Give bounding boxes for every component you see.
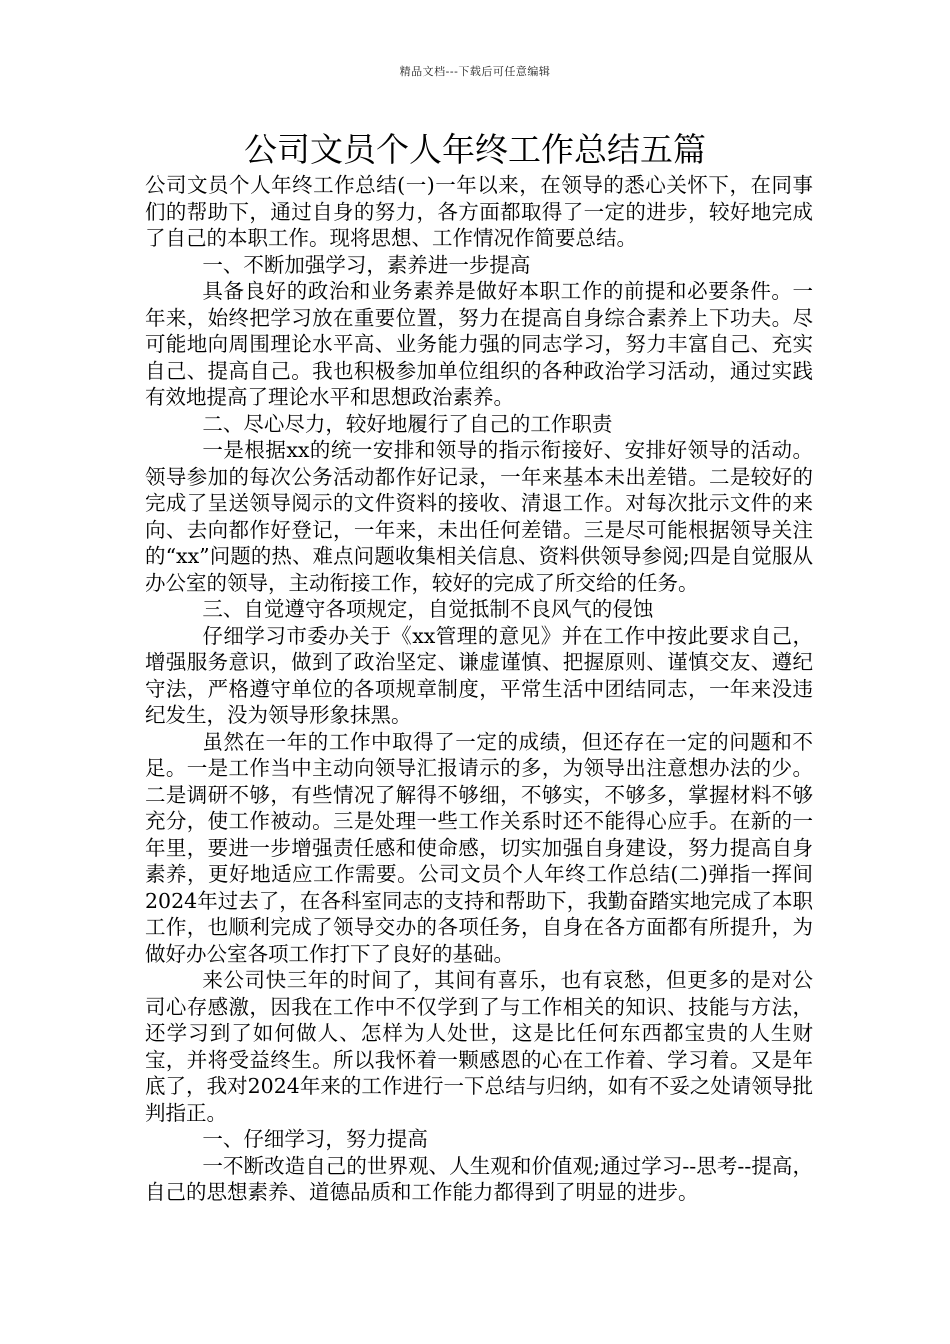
paragraph: 来公司快三年的时间了，其间有喜乐，也有哀愁，但更多的是对公司心存感激，因我在工作中不仅学到了与工作相关的知识、技能与方法，还学习到了如何做人、怎样为人处世，这是比任何东西都宝贵的人生财宝，并将受益终生。所以我怀着一颗感恩的心在工作着、学习着。又是年底了，我对2024年来的工作进行一下总结与归纳，如有不妥之处请领导批判指正。 bbox=[145, 968, 813, 1125]
paragraph: 一不断改造自己的世界观、人生观和价值观;通过学习--思考--提高，自己的思想素养、道德品质和工作能力都得到了明显的进步。 bbox=[145, 1153, 813, 1204]
section-heading-3: 三、自觉遵守各项规定，自觉抵制不良风气的侵蚀 bbox=[202, 597, 654, 621]
header-note: 精品文档---下载后可任意编辑 bbox=[399, 65, 551, 78]
section-heading-4: 一、仔细学习，努力提高 bbox=[202, 1127, 428, 1151]
paragraph: 仔细学习市委办关于《xx管理的意见》并在工作中按此要求自己，增强服务意识，做到了政治坚定、谦虚谨慎、把握原则、谨慎交友、遵纪守法，严格遵守单位的各项规章制度，平常生活中团结同志，一年来没违纪发生，没为领导形象抹黑。 bbox=[145, 623, 813, 727]
paragraph: 一是根据xx的统一安排和领导的指示衔接好、安排好领导的活动。领导参加的每次公务活动都作好记录，一年来基本未出差错。二是较好的完成了呈送领导阅示的文件资料的接收、清退工作。对每次批示文件的来向、去向都作好登记，一年来，未出任何差错。三是尽可能根据领导关注的“xx”问题的热、难点问题收集相关信息、资料供领导参阅;四是自觉服从办公室的领导，主动衔接工作，较好的完成了所交给的任务。 bbox=[145, 438, 813, 595]
document-body bbox=[145, 172, 813, 1206]
section-heading-2: 二、尽心尽力，较好地履行了自己的工作职责 bbox=[202, 411, 613, 436]
paragraph: 具备良好的政治和业务素养是做好本职工作的前提和必要条件。一年来，始终把学习放在重要位置，努力在提高自身综合素养上下功夫。尽可能地向周围理论水平高、业务能力强的同志学习，努力丰富自己、充实自己、提高自己。我也积极参加单位组织的各种政治学习活动，通过实践有效地提高了理论水平和思想政治素养。 bbox=[145, 279, 813, 409]
document-title: 公司文员个人年终工作总结五篇 bbox=[244, 130, 706, 169]
paragraph: 虽然在一年的工作中取得了一定的成绩，但还存在一定的问题和不足。一是工作当中主动向领导汇报请示的多，为领导出注意想办法的少。二是调研不够，有些情况了解得不够细，不够实，不够多，掌握材料不够充分，使工作被动。三是处理一些工作关系时还不能得心应手。在新的一年里，要进一步增强责任感和使命感，切实加强自身建设，努力提高自身素养，更好地适应工作需要。公司文员个人年终工作总结(二)弹指一挥间2024年过去了，在各科室同志的支持和帮助下，我勤奋踏实地完成了本职工作，也顺利完成了领导交办的各项任务，自身在各方面都有所提升，为做好办公室各项工作打下了良好的基础。 bbox=[145, 729, 813, 966]
section-heading-1: 一、不断加强学习，素养进一步提高 bbox=[202, 252, 531, 277]
paragraph-intro: 公司文员个人年终工作总结(一)一年以来，在领导的悉心关怀下，在同事们的帮助下，通过自身的努力，各方面都取得了一定的进步，较好地完成了自己的本职工作。现将思想、工作情况作简要总结。 bbox=[145, 173, 813, 250]
